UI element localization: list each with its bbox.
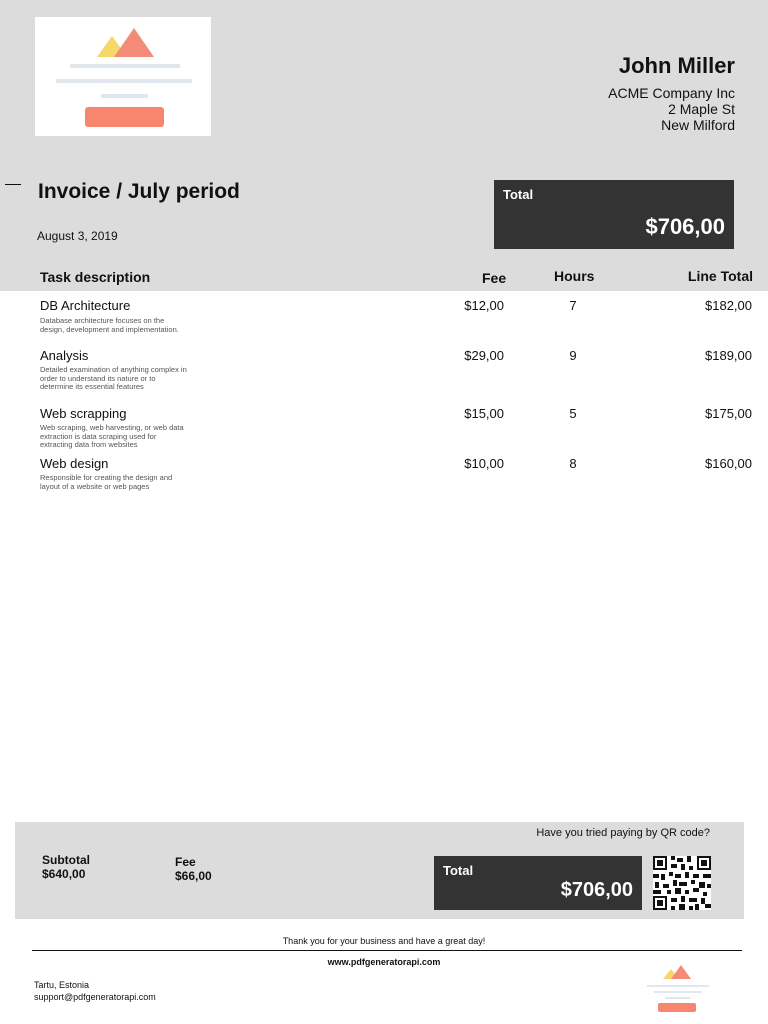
row-description: Detailed examination of anything complex in order to understand its nature or to determine its essential features xyxy=(40,365,187,391)
summary-total-value: $706,00 xyxy=(560,879,633,901)
client-company: ACME Company Inc xyxy=(608,85,735,101)
row-description: Responsible for creating the design and layout of a website or web pages xyxy=(40,473,173,491)
footer-divider xyxy=(32,950,742,951)
row-title: Web design xyxy=(40,456,109,471)
column-header-fee: Fee xyxy=(482,270,507,286)
summary-total-label: Total xyxy=(443,863,474,878)
footer-logo-line xyxy=(654,991,702,993)
row-hours: 7 xyxy=(569,298,577,313)
footer-email: support@pdfgeneratorapi.com xyxy=(34,992,156,1002)
row-fee: $15,00 xyxy=(464,406,504,421)
row-title: Web scrapping xyxy=(40,406,127,421)
row-fee: $29,00 xyxy=(464,348,504,363)
row-line-total: $189,00 xyxy=(705,348,752,363)
fee-label: Fee xyxy=(175,855,196,869)
fee-value: $66,00 xyxy=(175,869,212,883)
row-line-total: $175,00 xyxy=(705,406,752,421)
row-title: Analysis xyxy=(40,348,89,363)
row-description: Database architecture focuses on the design, development and implementation. xyxy=(40,316,179,334)
margin-mark xyxy=(5,184,21,185)
footer-logo-line xyxy=(647,985,709,987)
header-total-value: $706,00 xyxy=(645,214,725,239)
qr-code xyxy=(653,856,711,910)
row-line-total: $182,00 xyxy=(705,298,752,313)
footer-location: Tartu, Estonia xyxy=(34,980,90,990)
row-fee: $12,00 xyxy=(464,298,504,313)
header-total-label: Total xyxy=(503,187,534,202)
qr-code-graphic xyxy=(653,856,711,910)
footer-logo-line xyxy=(665,997,690,999)
logo-button-shape xyxy=(85,107,164,127)
client-city: New Milford xyxy=(661,117,735,133)
footer-logo-red-triangle xyxy=(671,965,691,979)
invoice-date: August 3, 2019 xyxy=(37,229,118,243)
logo-line xyxy=(101,94,148,98)
footer-logo-button-shape xyxy=(658,1003,696,1012)
logo-line xyxy=(70,64,180,68)
qr-question: Have you tried paying by QR code? xyxy=(536,827,710,839)
row-line-total: $160,00 xyxy=(705,456,752,471)
column-header-hours: Hours xyxy=(554,268,595,284)
row-hours: 9 xyxy=(569,348,577,363)
row-hours: 8 xyxy=(569,456,577,471)
logo-red-triangle xyxy=(114,28,154,57)
column-header-task: Task description xyxy=(40,269,151,285)
header-total-box xyxy=(494,180,734,249)
thank-you-note: Thank you for your business and have a great day! xyxy=(282,936,486,946)
subtotal-label: Subtotal xyxy=(42,853,90,867)
column-header-line-total: Line Total xyxy=(687,268,753,284)
summary-total-box xyxy=(434,856,642,910)
invoice-title: Invoice / July period xyxy=(38,180,240,203)
footer-website: www.pdfgeneratorapi.com xyxy=(327,957,441,967)
client-street: 2 Maple St xyxy=(668,101,735,117)
subtotal-value: $640,00 xyxy=(42,867,86,881)
client-name: John Miller xyxy=(618,53,735,78)
row-description: Web scraping, web harvesting, or web data extraction is data scraping used for extracting data from websites xyxy=(40,423,184,449)
row-title: DB Architecture xyxy=(40,298,131,313)
row-hours: 5 xyxy=(569,406,577,421)
logo-line xyxy=(56,79,192,83)
row-fee: $10,00 xyxy=(464,456,504,471)
